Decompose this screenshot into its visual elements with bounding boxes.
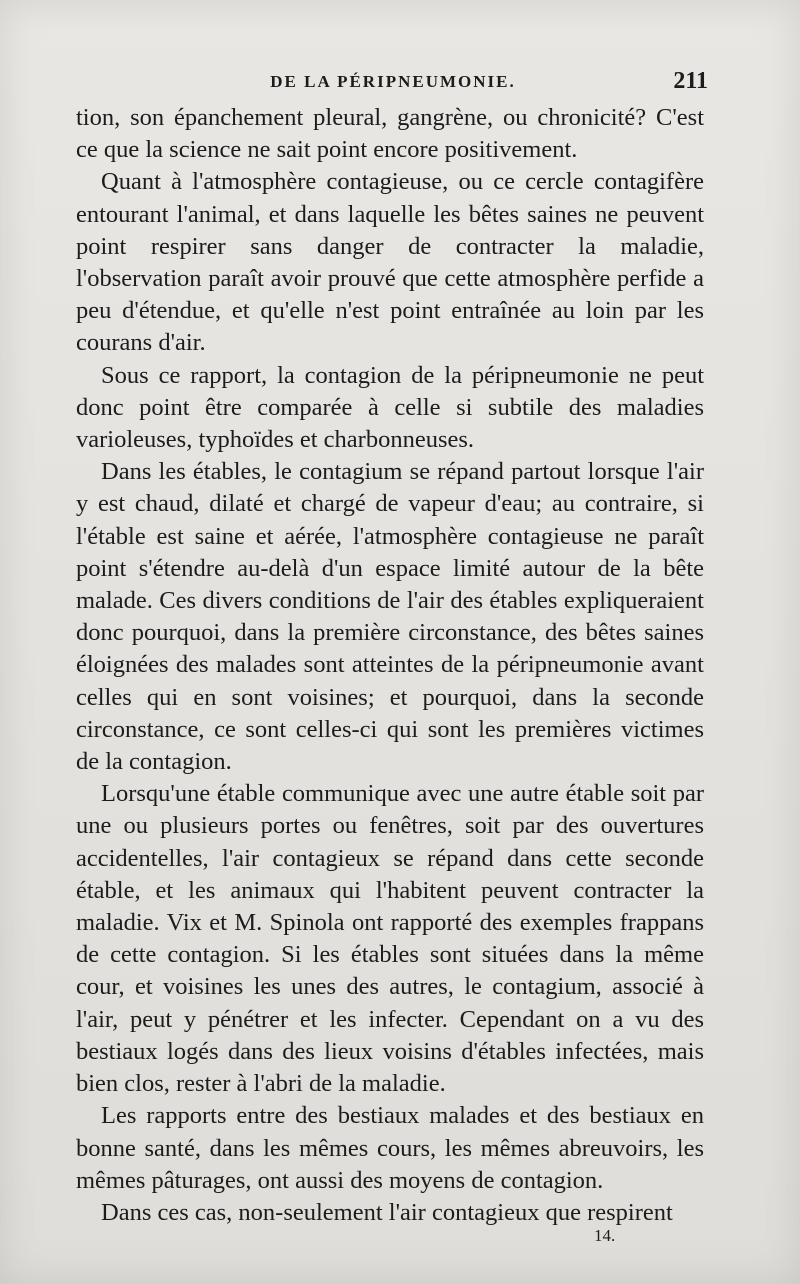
running-head [78,68,708,102]
paragraph: Quant à l'atmosphère contagieuse, ou ce cercle contagifère entourant l'animal, et dans laquelle les bêtes saines ne peuvent point respirer sans danger de contracter la maladie, l'observation paraît avoir prouvé que cette atmosphère perfide a peu d'étendue, et qu'elle n'est point entraînée au loin par les courans d'air. [76,168,704,357]
paragraph: Dans ces cas, non-seulement l'air contagieux que respirent [101,1198,673,1226]
paragraph: Sous ce rapport, la contagion de la péripneumonie ne peut donc point être comparée à celle si subtile des maladies varioleuses, typhoïdes et charbonneuses. [76,361,704,454]
paragraph: Lorsqu'une étable communique avec une autre étable soit par une ou plusieurs portes ou fenêtres, soit par des ouvertures accidentelles, l'air contagieux se répand dans cette seconde étable, et les animaux qui l'habitent peuvent contracter la maladie. Vix et M. Spinola ont rapporté des exemples frappans de cette contagion. Si les étables sont situées dans la même cour, et voisines les unes des autres, le contagium, associé à l'air, peut y pénétrer et les infecter. Cependant on a vu des bestiaux logés dans des lieux voisins d'étables infectées, mais bien clos, rester à l'abri de la maladie. [76,780,704,1098]
paragraph: Dans les étables, le contagium se répand partout lorsque l'air y est chaud, dilaté et chargé de vapeur d'eau; au contraire, si l'étable est saine et aérée, l'atmosphère contagieuse ne paraît point s'étendre au-delà d'un espace limité autour de la bête malade. Ces divers conditions de l'air des étables expliqueraient donc pourquoi, dans la première circonstance, des bêtes saines éloignées des malades sont atteintes de la péripneumonie avant celles qui en sont voisines; et pourquoi, dans la seconde circonstance, ce sont celles-ci qui sont les premières victimes de la contagion. [76,458,704,776]
paragraph: tion, son épanchement pleural, gangrène, ou chronicité? C'est ce que la science ne sait point encore positivement. [76,104,704,164]
paragraph: Les rapports entre des bestiaux malades et des bestiaux en bonne santé, dans les mêmes cours, les mêmes abreuvoirs, les mêmes pâturages, ont aussi des moyens de contagion. [76,1102,704,1194]
running-title: DE LA PÉRIPNEUMONIE. [270,72,516,91]
signature-mark: 14. [594,1226,616,1245]
body-text [76,102,704,1229]
page-number: 211 [673,68,708,94]
